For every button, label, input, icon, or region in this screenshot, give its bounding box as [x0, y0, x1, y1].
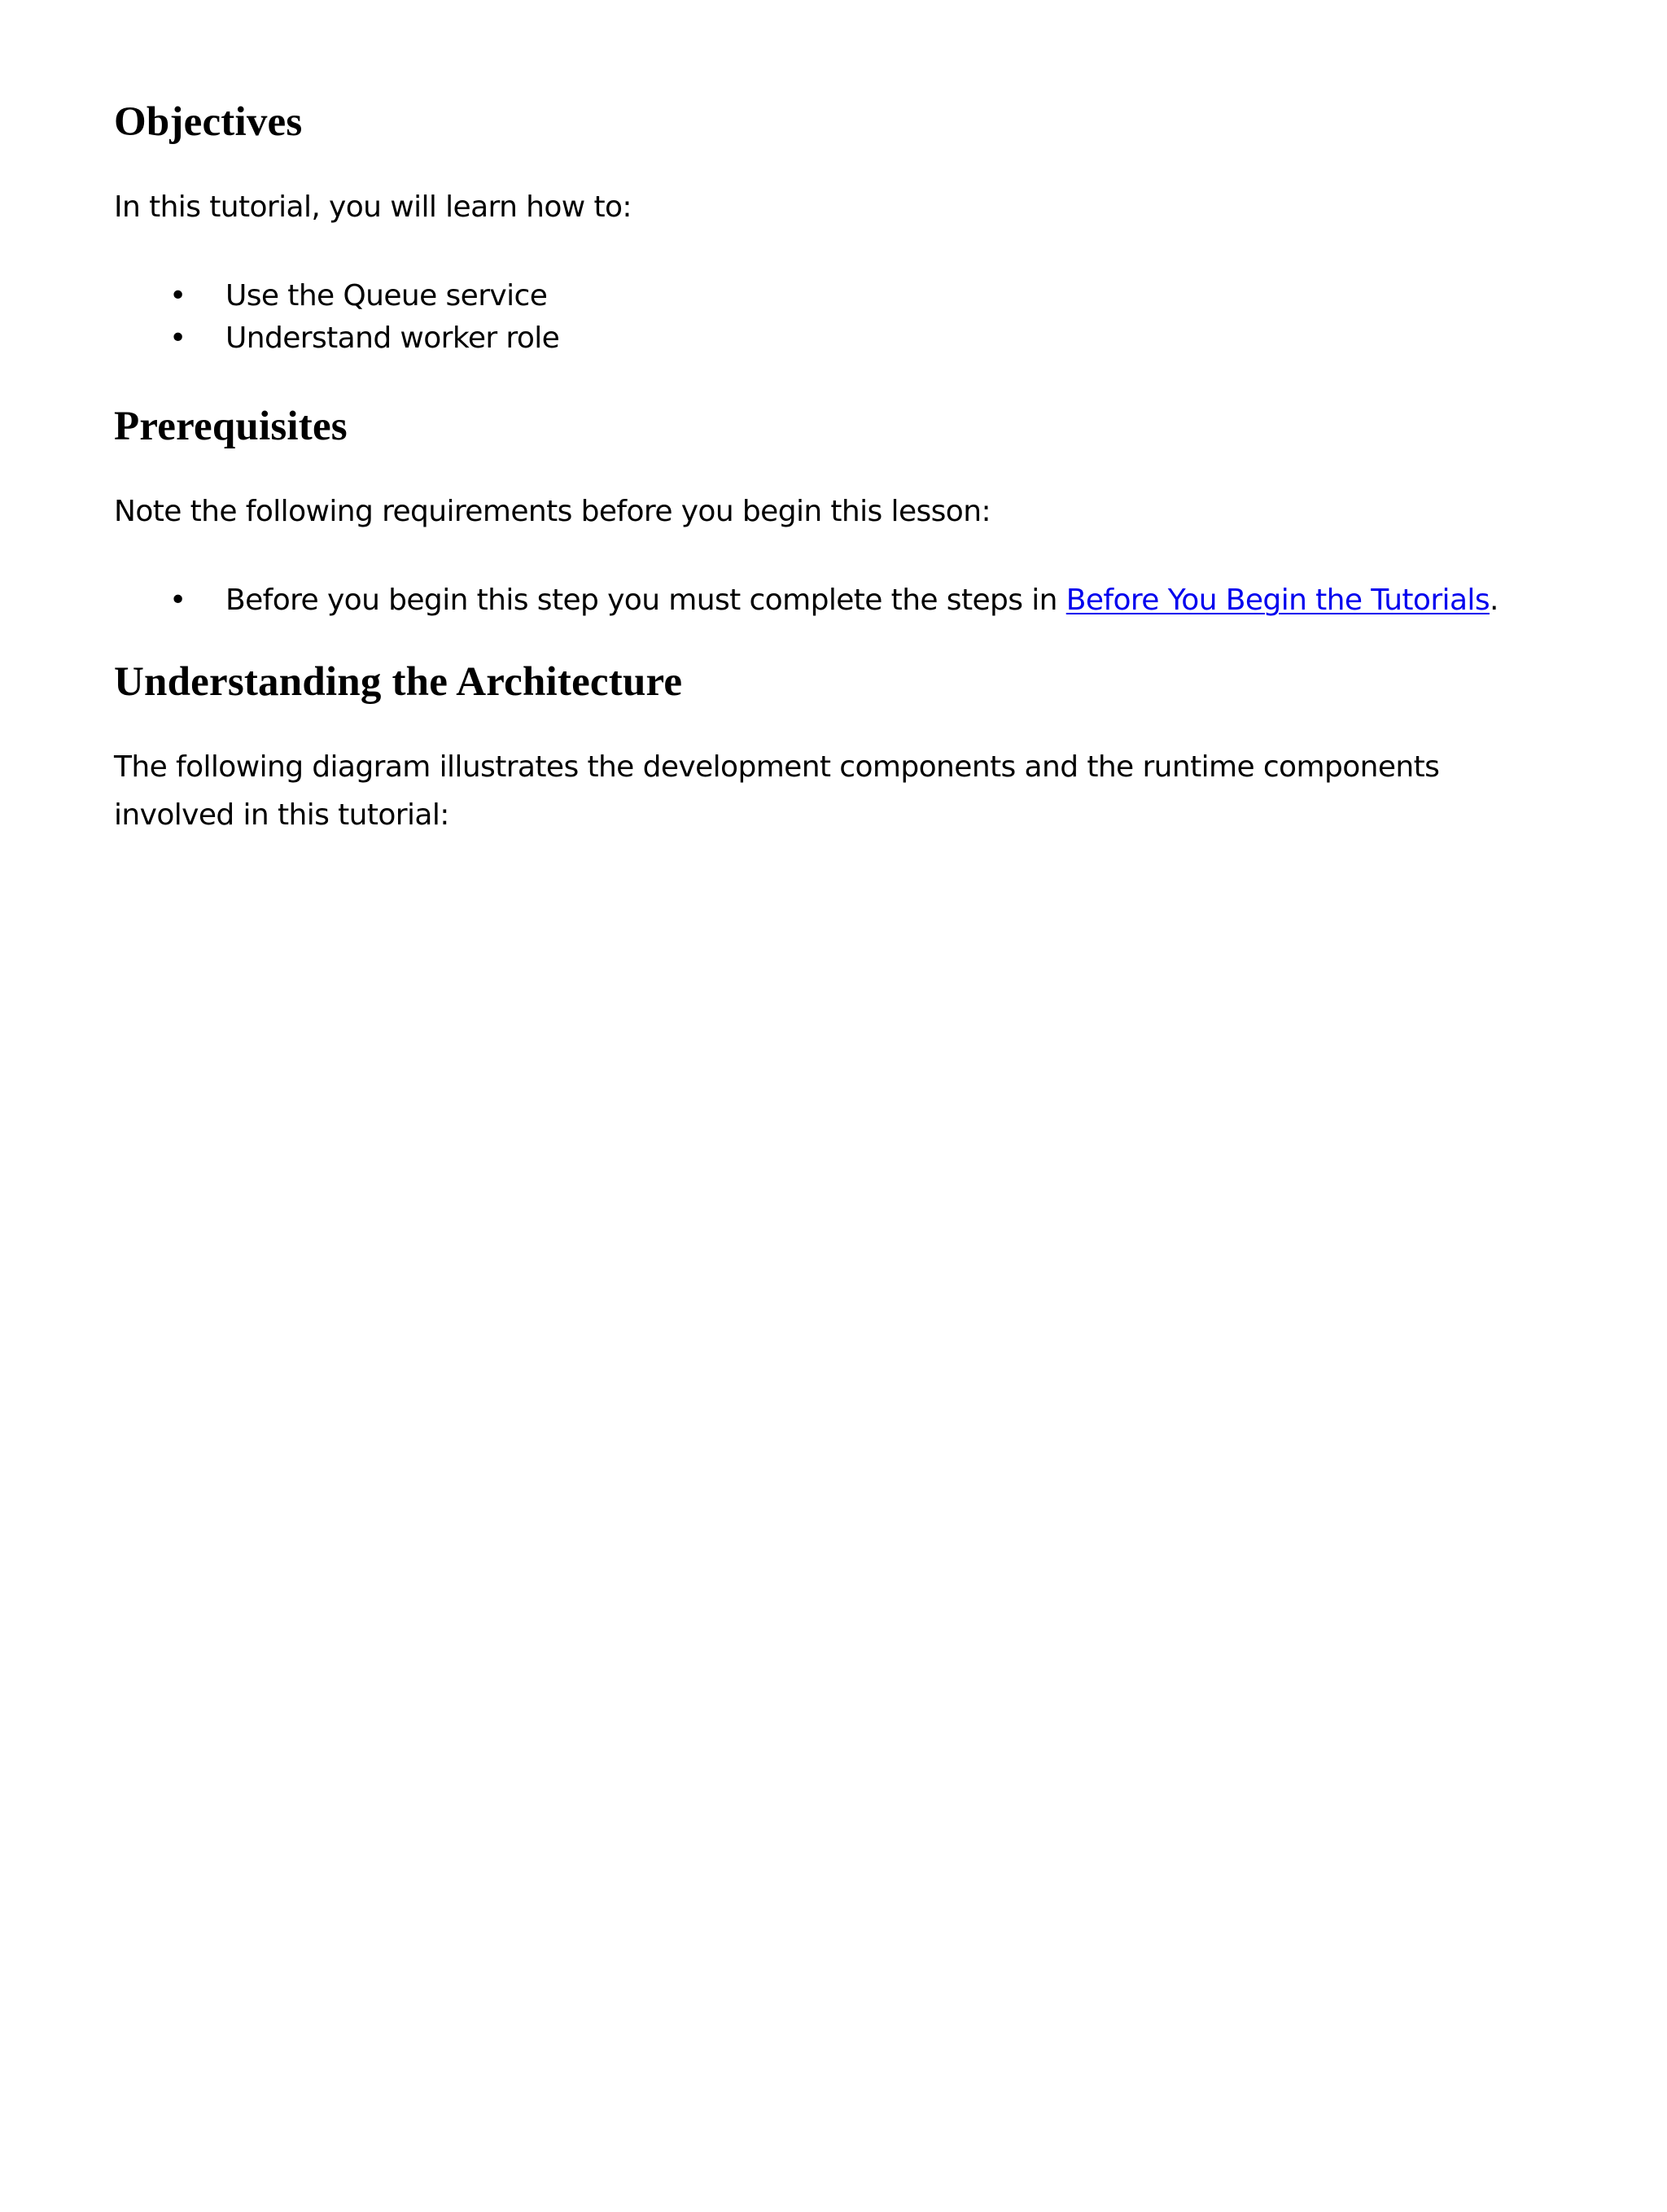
list-item-text: Before you begin this step you must complete the steps in: [225, 584, 1066, 617]
prerequisites-intro: Note the following requirements before you begin this lesson:: [114, 495, 991, 528]
document-content: [114, 98, 1547, 839]
heading-architecture: Understanding the Architecture: [114, 659, 683, 705]
prerequisites-list: [114, 579, 1547, 622]
list-item-text: Understand worker role: [225, 321, 560, 355]
objectives-intro: In this tutorial, you will learn how to:: [114, 190, 632, 224]
heading-objectives: Objectives: [114, 99, 303, 145]
list-item: [114, 275, 1547, 317]
list-item: [114, 579, 1547, 622]
list-item-text-suffix: .: [1489, 584, 1499, 617]
objectives-list: [114, 275, 1547, 360]
list-item: [114, 317, 1547, 360]
architecture-intro: The following diagram illustrates the development components and the runtime components involved in this tutorial:: [114, 750, 1440, 832]
before-you-begin-link[interactable]: Before You Begin the Tutorials: [1065, 584, 1490, 617]
heading-prerequisites: Prerequisites: [114, 404, 348, 449]
bullet-icon: •: [169, 584, 186, 617]
bullet-icon: •: [169, 321, 186, 355]
bullet-icon: •: [169, 279, 186, 313]
list-item-text: Use the Queue service: [225, 279, 548, 313]
